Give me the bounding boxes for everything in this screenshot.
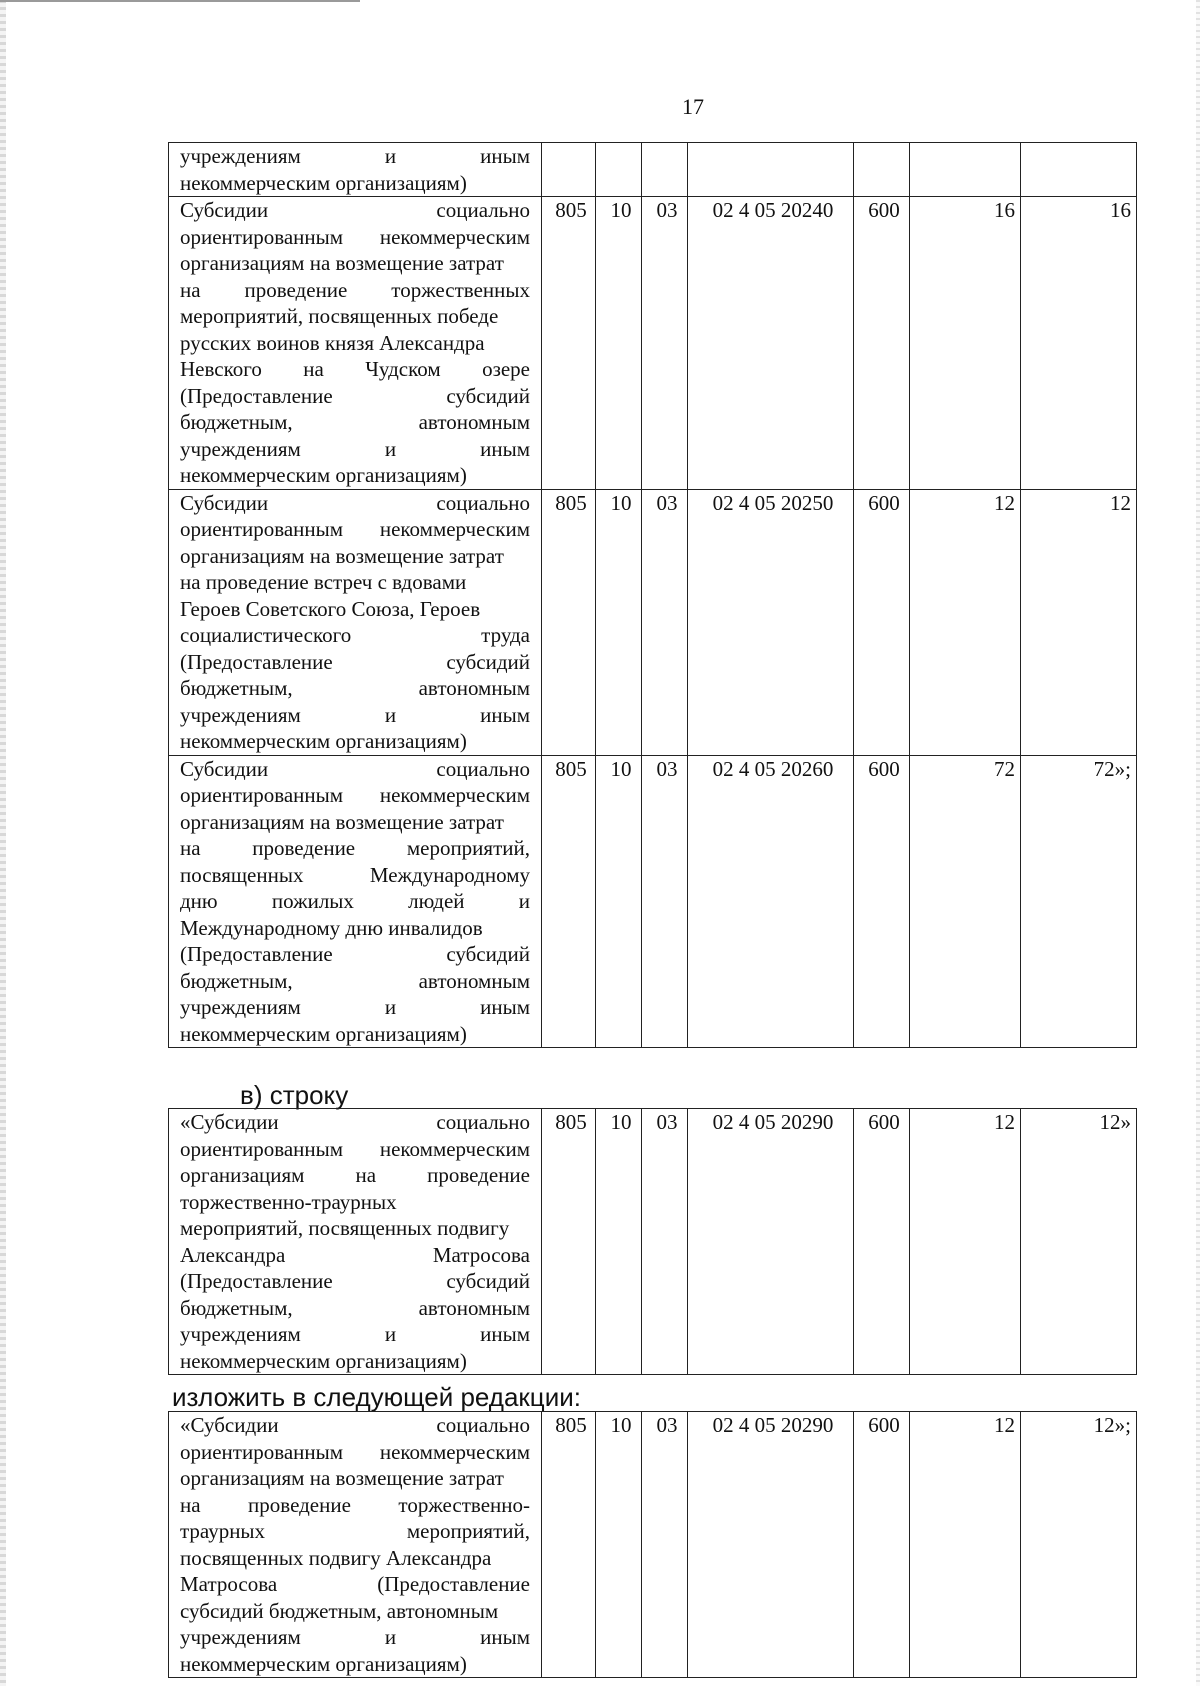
description-cell xyxy=(169,755,542,1048)
section-code-cell: 10 xyxy=(596,1412,642,1678)
target-article-cell: 02 4 05 20240 xyxy=(688,197,854,490)
description-word: социально xyxy=(436,490,530,515)
description-word: Международному xyxy=(369,862,530,887)
description-line xyxy=(180,941,530,968)
expense-type-cell: 600 xyxy=(854,1109,910,1375)
description-word: субсидий xyxy=(446,1269,530,1293)
description-line xyxy=(180,888,530,915)
description-word: Матросова xyxy=(180,1572,278,1596)
description-word: ориентированным xyxy=(180,1439,344,1464)
description-word: посвященных xyxy=(180,862,304,887)
expense-type-cell: 600 xyxy=(854,197,910,490)
description-word: траурных xyxy=(180,1519,266,1543)
description-line xyxy=(180,383,530,410)
amount-cell-1: 16 xyxy=(910,197,1021,490)
description-word: иным xyxy=(480,1625,530,1649)
budget-table-new-row xyxy=(168,1411,1137,1678)
amount-cell-2: 16 xyxy=(1021,197,1137,490)
description-line xyxy=(180,409,530,436)
description-word: на xyxy=(355,1163,377,1187)
description-line xyxy=(180,490,530,517)
description-word: и xyxy=(384,436,397,461)
description-line xyxy=(180,277,530,304)
description-word: дню xyxy=(180,889,218,913)
description-word: автономным xyxy=(418,968,530,993)
description-cell xyxy=(169,197,542,490)
description-word: на xyxy=(180,277,201,302)
description-word: и xyxy=(384,995,397,1019)
description-word: автономным xyxy=(418,410,530,434)
table-body xyxy=(169,1412,1137,1678)
description-line xyxy=(180,143,530,170)
description-line: на проведение встреч с вдовами xyxy=(180,570,467,594)
description-word: озере xyxy=(482,357,530,381)
description-line xyxy=(180,197,530,224)
description-word: социально xyxy=(436,756,530,781)
description-word: субсидий xyxy=(446,649,530,674)
description-line xyxy=(180,1321,530,1348)
description-line xyxy=(180,1412,530,1439)
description-word: ориентированным xyxy=(180,1136,344,1161)
subsection-code-cell: 03 xyxy=(642,197,688,490)
description-word: и xyxy=(518,889,530,913)
description-word: проведение xyxy=(244,277,348,302)
description-word: и xyxy=(384,1625,397,1649)
description-word: Чудском xyxy=(365,357,441,381)
description-line xyxy=(180,516,530,543)
description-cell xyxy=(169,1109,542,1375)
description-line: организациям на возмещение затрат xyxy=(180,1466,504,1490)
description-word: труда xyxy=(481,623,530,647)
description-line: мероприятий, посвященных победе xyxy=(180,304,499,328)
description-word: проведение xyxy=(427,1163,530,1187)
amount-cell-1: 12 xyxy=(910,489,1021,755)
table-body xyxy=(169,143,1137,1048)
description-line xyxy=(180,1571,530,1598)
description-cell xyxy=(169,1412,542,1678)
target-article-cell: 02 4 05 20260 xyxy=(688,755,854,1048)
description-line xyxy=(180,1136,530,1163)
description-word: учреждениям xyxy=(180,995,301,1019)
subsection-code-cell: 03 xyxy=(642,1412,688,1678)
description-word: социально xyxy=(436,198,530,222)
description-word: на xyxy=(303,357,324,381)
description-line: мероприятий, посвященных подвигу xyxy=(180,1216,510,1240)
description-line: некоммерческим организациям) xyxy=(180,1348,467,1373)
description-line xyxy=(180,622,530,649)
description-word: и xyxy=(384,144,397,168)
description-word: Субсидии xyxy=(180,198,269,222)
description-word: ориентированным xyxy=(180,783,344,807)
dept-code-cell: 805 xyxy=(542,1412,596,1678)
dept-code-cell xyxy=(542,143,596,197)
table-row xyxy=(169,1109,1137,1375)
description-word: некоммерческим xyxy=(379,1439,530,1464)
table-row xyxy=(169,143,1137,197)
description-word: ориентированным xyxy=(180,224,344,249)
description-word: и xyxy=(384,702,397,727)
description-word: автономным xyxy=(418,1295,530,1320)
description-word: автономным xyxy=(418,676,530,700)
section-code-cell xyxy=(596,143,642,197)
description-line: организациям на возмещение затрат xyxy=(180,251,504,275)
amount-cell-1: 12 xyxy=(910,1412,1021,1678)
description-line: некоммерческим организациям) xyxy=(180,729,467,753)
description-word: торжественных xyxy=(391,277,530,302)
description-line: Международному дню инвалидов xyxy=(180,915,483,940)
table-row xyxy=(169,197,1137,490)
description-word: иным xyxy=(480,995,530,1019)
description-word: социально xyxy=(436,1413,530,1437)
description-word: проведение xyxy=(248,1492,351,1517)
dept-code-cell: 805 xyxy=(542,1109,596,1375)
description-word: «Субсидии xyxy=(180,1110,279,1134)
description-word: учреждениям xyxy=(180,436,301,461)
description-word: иным xyxy=(480,1322,530,1346)
description-word: Субсидии xyxy=(180,756,269,781)
description-word: учреждениям xyxy=(180,1322,301,1346)
description-word: торжественно- xyxy=(398,1492,530,1517)
description-line xyxy=(180,436,530,463)
expense-type-cell: 600 xyxy=(854,755,910,1048)
description-line xyxy=(180,1162,530,1189)
description-word: (Предоставление xyxy=(180,942,333,966)
section-code-cell: 10 xyxy=(596,755,642,1048)
description-word: субсидий xyxy=(446,942,530,966)
description-word: и xyxy=(384,1322,397,1346)
description-word: бюджетным, xyxy=(180,968,293,993)
description-line: некоммерческим организациям) xyxy=(180,1021,467,1046)
amount-cell-2: 12» xyxy=(1021,1109,1137,1375)
description-cell xyxy=(169,489,542,755)
description-line xyxy=(180,1242,530,1269)
description-word: (Предоставление xyxy=(377,1572,530,1596)
amount-cell-1 xyxy=(910,143,1021,197)
description-line xyxy=(180,835,530,862)
description-line: субсидий бюджетным, автономным xyxy=(180,1598,499,1623)
description-word: иным xyxy=(480,144,530,168)
amount-cell-1: 12 xyxy=(910,1109,1021,1375)
amount-cell-2: 72»; xyxy=(1021,755,1137,1048)
section-code-cell: 10 xyxy=(596,197,642,490)
description-line xyxy=(180,1268,530,1295)
description-line xyxy=(180,1518,530,1545)
description-line xyxy=(180,1492,530,1519)
expense-type-cell: 600 xyxy=(854,1412,910,1678)
description-word: социалистического xyxy=(180,623,352,647)
description-word: мероприятий, xyxy=(406,836,530,860)
description-line: некоммерческим организациям) xyxy=(180,463,467,487)
expense-type-cell: 600 xyxy=(854,489,910,755)
description-word: ориентированным xyxy=(180,517,344,541)
description-line xyxy=(180,702,530,729)
description-word: Невского xyxy=(180,357,262,381)
description-word: учреждениям xyxy=(180,1625,301,1649)
table-row xyxy=(169,489,1137,755)
description-line: организациям на возмещение затрат xyxy=(180,809,504,834)
section-heading-replace-row: в) строку xyxy=(240,1080,349,1110)
description-word: людей xyxy=(408,889,465,913)
description-line xyxy=(180,356,530,383)
description-word: некоммерческим xyxy=(379,1136,530,1161)
subsection-code-cell: 03 xyxy=(642,755,688,1048)
description-word: иным xyxy=(480,702,530,727)
description-word: организациям xyxy=(180,1163,305,1187)
description-word: «Субсидии xyxy=(180,1413,279,1437)
subsection-code-cell xyxy=(642,143,688,197)
description-word: некоммерческим xyxy=(379,224,530,249)
table-row xyxy=(169,1412,1137,1678)
budget-table-old-row xyxy=(168,1108,1137,1375)
scan-top-line xyxy=(0,0,360,2)
scan-edge-left xyxy=(0,0,6,1686)
description-word: на xyxy=(180,1492,201,1517)
description-line: Героев Советского Союза, Героев xyxy=(180,596,481,621)
section-heading-new-edition: изложить в следующей редакции: xyxy=(172,1382,581,1412)
dept-code-cell: 805 xyxy=(542,197,596,490)
description-word: учреждениям xyxy=(180,144,301,168)
description-word: бюджетным, xyxy=(180,1295,293,1320)
table-row xyxy=(169,755,1137,1048)
description-line xyxy=(180,675,530,702)
amount-cell-2: 12 xyxy=(1021,489,1137,755)
description-line xyxy=(180,1109,530,1136)
description-word: пожилых xyxy=(271,889,354,913)
scan-edge-right xyxy=(1196,0,1200,1686)
amount-cell-2: 12»; xyxy=(1021,1412,1137,1678)
description-word: мероприятий, xyxy=(406,1519,530,1543)
description-line xyxy=(180,782,530,809)
description-line: торжественно-траурных xyxy=(180,1189,397,1214)
target-article-cell xyxy=(688,143,854,197)
description-line: организациям на возмещение затрат xyxy=(180,543,504,568)
description-line xyxy=(180,1439,530,1466)
description-line: посвященных подвигу Александра xyxy=(180,1545,492,1570)
description-cell xyxy=(169,143,542,197)
description-line: некоммерческим организациям) xyxy=(180,170,467,195)
description-word: (Предоставление xyxy=(180,1269,333,1293)
description-line xyxy=(180,1624,530,1651)
description-line xyxy=(180,968,530,995)
description-word: Субсидии xyxy=(180,490,269,515)
description-line xyxy=(180,994,530,1021)
description-word: проведение xyxy=(252,836,356,860)
description-word: некоммерческим xyxy=(379,783,530,807)
description-word: (Предоставление xyxy=(180,383,333,408)
description-word: социально xyxy=(436,1110,530,1134)
page-number: 17 xyxy=(682,94,704,119)
dept-code-cell: 805 xyxy=(542,489,596,755)
target-article-cell: 02 4 05 20290 xyxy=(688,1412,854,1678)
description-word: на xyxy=(180,836,201,860)
budget-table-continuation xyxy=(168,142,1137,1048)
expense-type-cell xyxy=(854,143,910,197)
description-word: (Предоставление xyxy=(180,649,333,674)
section-code-cell: 10 xyxy=(596,1109,642,1375)
description-word: иным xyxy=(480,436,530,461)
description-line xyxy=(180,649,530,676)
dept-code-cell: 805 xyxy=(542,755,596,1048)
description-word: учреждениям xyxy=(180,702,301,727)
subsection-code-cell: 03 xyxy=(642,489,688,755)
description-word: субсидий xyxy=(446,383,530,408)
description-word: Александра xyxy=(180,1242,286,1267)
section-code-cell: 10 xyxy=(596,489,642,755)
description-line: некоммерческим организациям) xyxy=(180,1651,467,1676)
description-line: русских воинов князя Александра xyxy=(180,330,485,355)
description-line xyxy=(180,862,530,889)
amount-cell-1: 72 xyxy=(910,755,1021,1048)
target-article-cell: 02 4 05 20250 xyxy=(688,489,854,755)
description-word: некоммерческим xyxy=(379,517,530,541)
description-line xyxy=(180,224,530,251)
amount-cell-2 xyxy=(1021,143,1137,197)
description-word: Матросова xyxy=(432,1242,530,1267)
table-body xyxy=(169,1109,1137,1375)
subsection-code-cell: 03 xyxy=(642,1109,688,1375)
target-article-cell: 02 4 05 20290 xyxy=(688,1109,854,1375)
description-line xyxy=(180,1295,530,1322)
description-word: бюджетным, xyxy=(180,410,293,434)
description-line xyxy=(180,756,530,783)
description-word: бюджетным, xyxy=(180,676,293,700)
